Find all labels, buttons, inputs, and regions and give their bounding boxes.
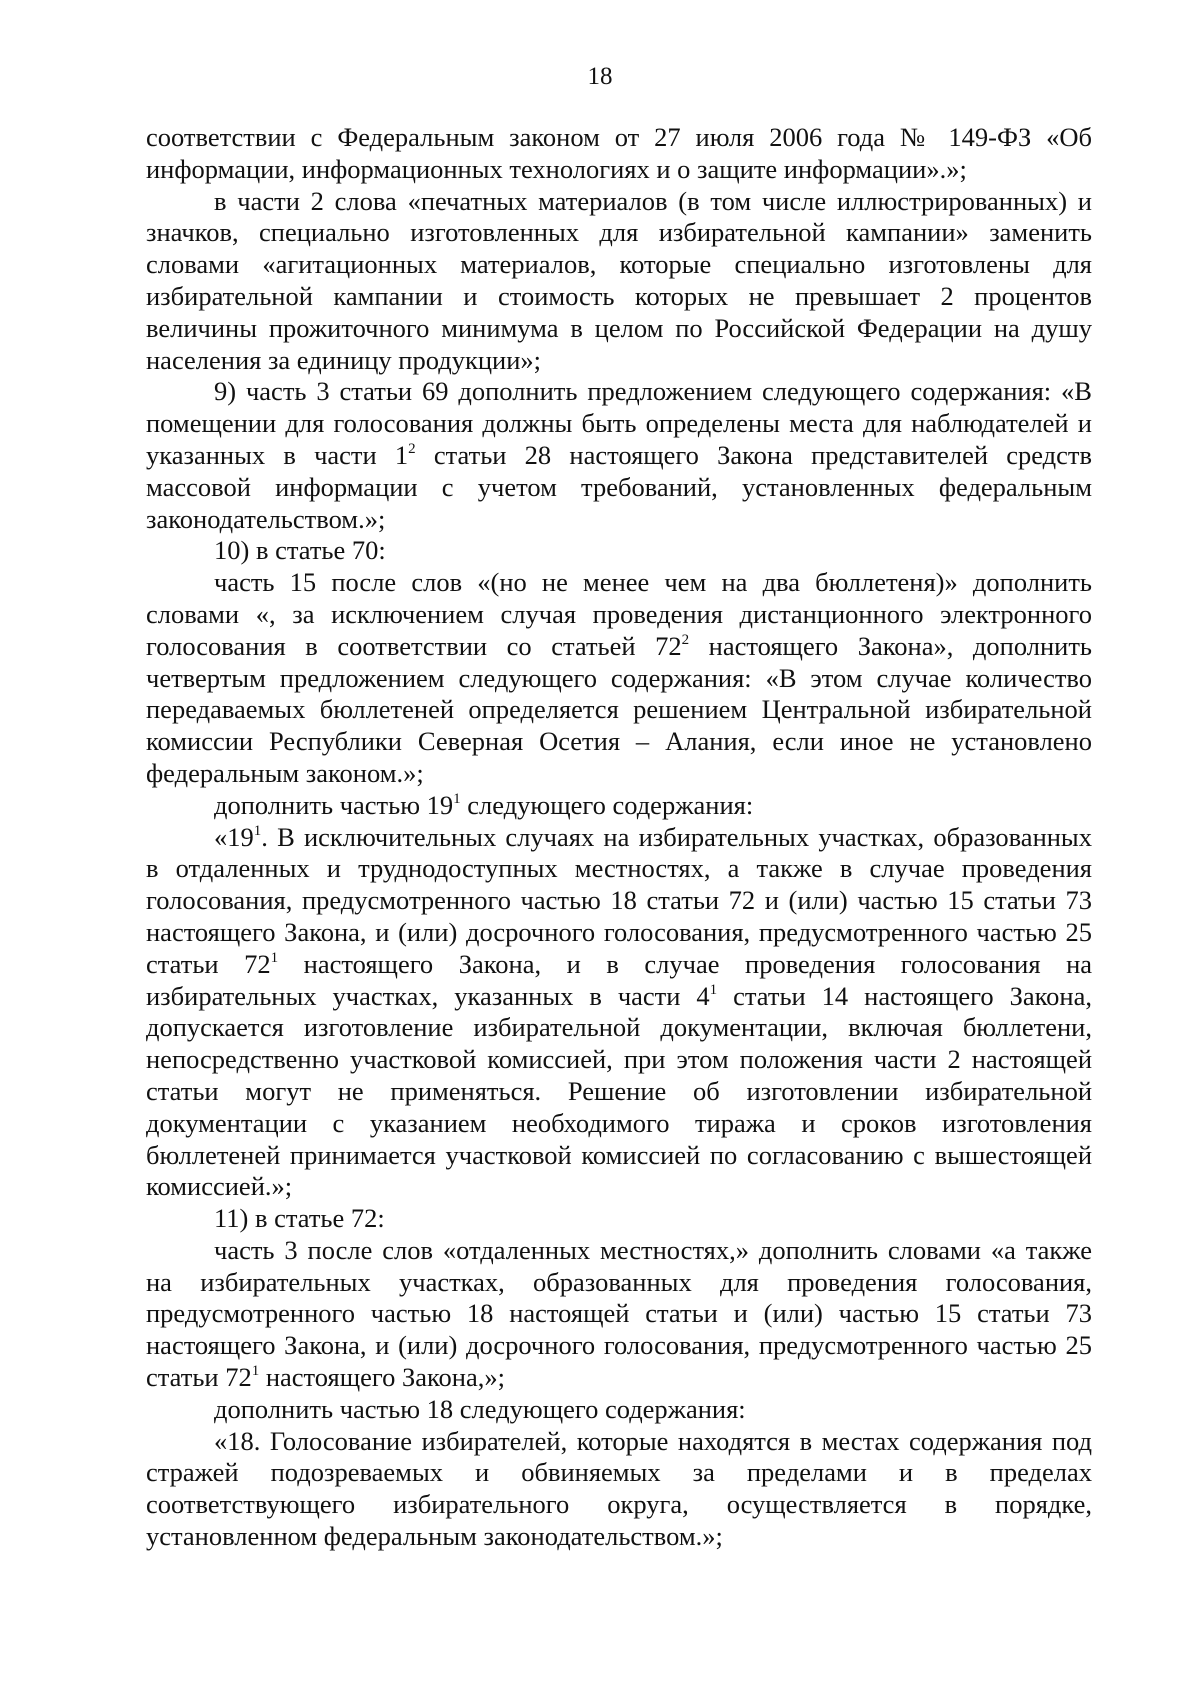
paragraph (146, 822, 1092, 1204)
paragraph (146, 567, 1092, 790)
text-segment: настоящего Закона, и в случае проведения голосования на избирательных участках, указанных в части 4 (146, 948, 1093, 1011)
text-segment: настоящего Закона», дополнить четвертым предложением следующего содержания: «В этом случае количество передаваемых бюллетеней определяется решением Центральной избирательной комиссии Республики Северная Осетия – Алания, если иное не установлено федеральным законом.»; (146, 630, 1092, 788)
paragraph (146, 790, 1092, 822)
text-segment: статьи 14 настоящего Закона, допускается изготовление избирательной документации, включая бюллетени, непосредственно участковой комиссией, при этом положения части 2 настоящей статьи могут не применяться. Решение об изготовлении избирательной документации с указанием необходимого тиража и сроков изготовления бюллетеней принимается участковой комиссией по согласованию с вышестоящей комиссией.»; (146, 980, 1092, 1202)
superscript-index: 2 (681, 631, 690, 648)
text-segment: дополнить частью 19 (214, 789, 454, 820)
superscript-index: 1 (253, 822, 262, 839)
text-segment: в части 2 слова «печатных материалов (в том числе иллюстрированных) и значков, специально изготовленных для избирательной кампании» заменить словами «агитационных материалов, которые специально изготовлены для избирательной кампании и стоимость которых не превышает 2 процентов величины прожиточного минимума в целом по Российской Федерации на душу населения за единицу продукции»; (146, 185, 1092, 375)
document-body (146, 122, 1092, 1553)
superscript-index: 1 (270, 949, 279, 966)
text-segment: 10) в статье 70: (214, 535, 386, 566)
text-segment: 9) часть 3 статьи 69 дополнить предложением следующего содержания: «В помещении для голосования должны быть определены места для наблюдателей и указанных в части 1 (146, 376, 1092, 470)
paragraph (146, 1203, 1092, 1235)
paragraph (146, 186, 1092, 377)
text-segment: часть 3 после слов «отдаленных местностях,» дополнить словами «а также на избирательных участках, образованных для проведения голосования, предусмотренного частью 18 настоящей статьи и (или) частью 15 статьи 73 настоящего Закона, и (или) досрочного голосования, предусмотренного частью 25 статьи 72 (146, 1234, 1092, 1393)
superscript-index: 1 (453, 790, 461, 807)
text-segment: «19 (214, 821, 254, 852)
paragraph (146, 1394, 1092, 1426)
page-number: 18 (587, 63, 613, 90)
text-segment: следующего содержания: (460, 789, 754, 820)
superscript-index: 2 (408, 440, 416, 457)
text-segment: настоящего Закона,»; (259, 1362, 505, 1393)
text-segment: . В исключительных случаях на избирательных участках, образованных в отдаленных и труднодоступных местностях, а также в случае проведения голосования, предусмотренного частью 18 статьи 72 и (или) частью 15 статьи 73 настоящего Закона, и (или) досрочного голосования, предусмотренного частью 25 статьи 72 (146, 821, 1092, 979)
text-segment: статьи 28 настоящего Закона представителей средств массовой информации с учетом требований, установленных федеральным законодательством.»; (146, 439, 1092, 534)
paragraph (146, 535, 1092, 567)
text-segment: «18. Голосование избирателей, которые находятся в местах содержания под стражей подозреваемых и обвиняемых за пределами и в пределах соответствующего избирательного округа, осуществляется в порядке, установленном федеральным законодательством.»; (146, 1425, 1092, 1552)
text-segment: 11) в статье 72: (214, 1203, 385, 1234)
text-segment: соответствии с Федеральным законом от 27 июля 2006 года № 149-ФЗ «Об информации, информационных технологиях и о защите информации».»; (146, 122, 1092, 184)
superscript-index: 1 (251, 1363, 260, 1380)
paragraph (146, 376, 1092, 535)
text-segment: часть 15 после слов «(но не менее чем на два бюллетеня)» дополнить словами «, за исключением случая проведения дистанционного электронного голосования в соответствии со статьей 72 (146, 567, 1092, 661)
superscript-index: 1 (709, 981, 718, 998)
paragraph (146, 1426, 1092, 1553)
text-segment: дополнить частью 18 следующего содержания: (214, 1393, 746, 1424)
paragraph (146, 1235, 1092, 1394)
paragraph (146, 122, 1092, 186)
